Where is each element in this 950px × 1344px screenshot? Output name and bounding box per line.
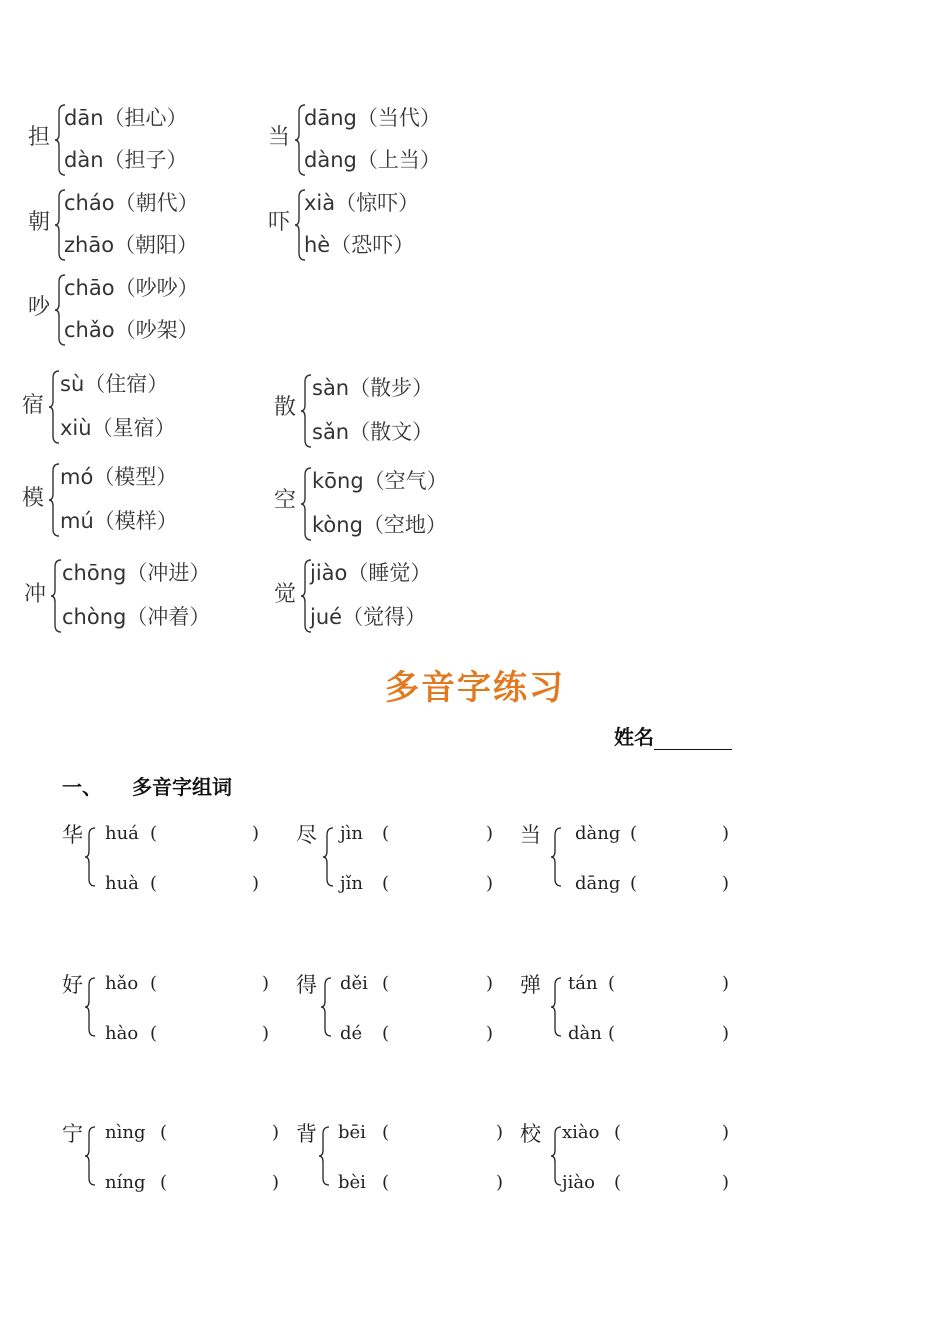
exercise-pinyin: bēi bbox=[338, 1122, 366, 1143]
reference-word: （散文） bbox=[349, 420, 434, 444]
answer-blank-open[interactable]: ( bbox=[150, 973, 158, 994]
reference-line bbox=[64, 276, 199, 300]
brace-wrapper bbox=[50, 559, 62, 637]
answer-blank-close[interactable]: ) bbox=[262, 973, 270, 994]
reference-word: （冲着） bbox=[126, 605, 211, 629]
reference-word: （散步） bbox=[349, 376, 434, 400]
exercise-pinyin: dàn bbox=[568, 1023, 602, 1044]
answer-blank-open[interactable]: ( bbox=[150, 873, 158, 894]
reference-line bbox=[60, 465, 177, 489]
exercise-char: 华 bbox=[62, 823, 83, 847]
exercise-pinyin: huá bbox=[105, 823, 139, 844]
reference-pinyin: chǎo bbox=[64, 318, 115, 342]
reference-word: （空地） bbox=[362, 513, 447, 537]
reference-line bbox=[64, 318, 199, 342]
answer-blank-close[interactable]: ) bbox=[496, 1122, 504, 1143]
exercise-item bbox=[296, 1122, 526, 1202]
answer-blank-open[interactable]: ( bbox=[608, 973, 616, 994]
brace bbox=[320, 977, 332, 1037]
exercise-item bbox=[62, 1122, 292, 1202]
reference-pinyin: chāo bbox=[64, 276, 115, 300]
answer-blank-close[interactable]: ) bbox=[272, 1122, 280, 1143]
brace-wrapper bbox=[322, 827, 334, 891]
exercise-pinyin: dàng bbox=[575, 823, 621, 844]
exercise-item bbox=[62, 823, 292, 903]
answer-blank-close[interactable]: ) bbox=[722, 973, 730, 994]
answer-blank-close[interactable]: ) bbox=[722, 823, 730, 844]
reference-line bbox=[312, 469, 448, 493]
reference-pinyin: mú bbox=[60, 509, 94, 533]
reference-char: 担 bbox=[28, 125, 51, 150]
answer-blank-close[interactable]: ) bbox=[252, 873, 260, 894]
name-label: 姓名 bbox=[614, 725, 654, 749]
exercise-pinyin: dāng bbox=[575, 873, 621, 894]
reference-char: 模 bbox=[22, 486, 45, 511]
exercise-pinyin: nìng bbox=[105, 1122, 146, 1143]
reference-line bbox=[304, 233, 414, 257]
reference-word: （吵吵） bbox=[114, 276, 199, 300]
reference-char: 吵 bbox=[28, 295, 51, 320]
brace bbox=[84, 977, 96, 1037]
exercise-item bbox=[62, 973, 292, 1053]
answer-blank-close[interactable]: ) bbox=[722, 873, 730, 894]
reference-line bbox=[64, 148, 188, 172]
reference-word: （朝代） bbox=[114, 191, 199, 215]
reference-char: 当 bbox=[268, 125, 291, 150]
answer-blank-open[interactable]: ( bbox=[630, 873, 638, 894]
reference-pinyin: sǎn bbox=[312, 420, 350, 444]
answer-blank-close[interactable]: ) bbox=[496, 1172, 504, 1193]
reference-char: 觉 bbox=[274, 582, 297, 607]
brace bbox=[550, 827, 562, 887]
brace bbox=[84, 827, 96, 887]
brace-wrapper bbox=[318, 1126, 330, 1190]
answer-blank-open[interactable]: ( bbox=[160, 1172, 168, 1193]
reference-line bbox=[64, 106, 188, 130]
reference-pinyin: mó bbox=[60, 465, 94, 489]
answer-blank-open[interactable]: ( bbox=[382, 1122, 390, 1143]
reference-word: （模样） bbox=[93, 509, 178, 533]
answer-blank-close[interactable]: ) bbox=[272, 1172, 280, 1193]
reference-word: （上当） bbox=[356, 148, 441, 172]
answer-blank-close[interactable]: ) bbox=[486, 823, 494, 844]
section-number: 一、 bbox=[62, 775, 102, 799]
exercise-pinyin: děi bbox=[340, 973, 368, 994]
reference-pinyin: cháo bbox=[64, 191, 115, 215]
reference-word: （吵架） bbox=[114, 318, 199, 342]
reference-line bbox=[312, 376, 433, 400]
reference-char: 朝 bbox=[28, 210, 51, 235]
reference-line bbox=[60, 509, 178, 533]
reference-pinyin: dàn bbox=[64, 148, 104, 172]
answer-blank-open[interactable]: ( bbox=[382, 873, 390, 894]
reference-pinyin: dān bbox=[64, 106, 104, 130]
exercise-item bbox=[520, 973, 750, 1053]
reference-pinyin: dàng bbox=[304, 148, 357, 172]
reference-pinyin: jué bbox=[310, 605, 343, 629]
brace-wrapper bbox=[84, 827, 96, 891]
reference-pinyin: dāng bbox=[304, 106, 357, 130]
exercise-char: 弹 bbox=[520, 973, 541, 997]
reference-char: 散 bbox=[274, 395, 297, 420]
section-heading bbox=[62, 771, 232, 800]
reference-pinyin: sù bbox=[60, 372, 85, 396]
brace bbox=[84, 1126, 96, 1186]
brace bbox=[300, 467, 312, 541]
reference-line bbox=[64, 233, 198, 257]
exercise-pinyin: jǐn bbox=[340, 873, 363, 894]
answer-blank-close[interactable]: ) bbox=[486, 973, 494, 994]
reference-word: （恐吓） bbox=[330, 233, 415, 257]
exercise-pinyin: xiào bbox=[562, 1122, 600, 1143]
reference-line bbox=[304, 191, 419, 215]
exercise-item bbox=[296, 973, 526, 1053]
brace bbox=[48, 370, 60, 444]
reference-pinyin: kōng bbox=[312, 469, 364, 493]
answer-blank-close[interactable]: ) bbox=[722, 1122, 730, 1143]
reference-pinyin: chòng bbox=[62, 605, 127, 629]
reference-pinyin: sàn bbox=[312, 376, 350, 400]
answer-blank-open[interactable]: ( bbox=[630, 823, 638, 844]
brace-wrapper bbox=[48, 463, 60, 541]
brace-wrapper bbox=[300, 467, 312, 545]
exercise-pinyin: níng bbox=[105, 1172, 146, 1193]
exercise-char: 宁 bbox=[62, 1122, 83, 1146]
answer-blank-close[interactable]: ) bbox=[722, 1172, 730, 1193]
reference-line bbox=[310, 561, 431, 585]
answer-blank-close[interactable]: ) bbox=[262, 1023, 270, 1044]
exercise-pinyin: bèi bbox=[338, 1172, 366, 1193]
reference-line bbox=[310, 605, 426, 629]
exercise-item bbox=[296, 823, 526, 903]
answer-blank-close[interactable]: ) bbox=[252, 823, 260, 844]
reference-line bbox=[60, 416, 176, 440]
reference-line bbox=[312, 420, 433, 444]
reference-char: 宿 bbox=[22, 393, 45, 418]
reference-line bbox=[62, 561, 210, 585]
answer-blank-open[interactable]: ( bbox=[382, 973, 390, 994]
exercise-char: 校 bbox=[520, 1122, 541, 1146]
reference-word: （住宿） bbox=[84, 372, 169, 396]
answer-blank-close[interactable]: ) bbox=[486, 873, 494, 894]
reference-pinyin: zhāo bbox=[64, 233, 115, 257]
name-field[interactable] bbox=[614, 721, 732, 750]
answer-blank-close[interactable]: ) bbox=[722, 1023, 730, 1044]
reference-word: （担心） bbox=[103, 106, 188, 130]
answer-blank-open[interactable]: ( bbox=[608, 1023, 616, 1044]
brace-wrapper bbox=[320, 977, 332, 1041]
exercise-pinyin: jiào bbox=[562, 1172, 595, 1193]
reference-word: （空气） bbox=[363, 469, 448, 493]
brace bbox=[550, 1126, 562, 1186]
answer-blank-open[interactable]: ( bbox=[614, 1122, 622, 1143]
answer-blank-open[interactable]: ( bbox=[614, 1172, 622, 1193]
reference-line bbox=[60, 372, 168, 396]
reference-word: （星宿） bbox=[91, 416, 176, 440]
reference-word: （冲进） bbox=[126, 561, 211, 585]
brace bbox=[322, 827, 334, 887]
exercise-char: 背 bbox=[296, 1122, 317, 1146]
exercise-pinyin: tán bbox=[568, 973, 598, 994]
reference-line bbox=[64, 191, 199, 215]
answer-blank-close[interactable]: ) bbox=[486, 1023, 494, 1044]
exercise-char: 好 bbox=[62, 973, 83, 997]
reference-pinyin: hè bbox=[304, 233, 331, 257]
brace-wrapper bbox=[550, 1126, 562, 1190]
reference-line bbox=[304, 148, 441, 172]
reference-pinyin: chōng bbox=[62, 561, 127, 585]
brace bbox=[50, 559, 62, 633]
reference-char: 冲 bbox=[24, 582, 47, 607]
reference-word: （睡觉） bbox=[347, 561, 432, 585]
reference-word: （担子） bbox=[103, 148, 188, 172]
exercise-char: 得 bbox=[296, 973, 317, 997]
reference-pinyin: kòng bbox=[312, 513, 363, 537]
brace bbox=[550, 977, 562, 1037]
reference-word: （朝阳） bbox=[114, 233, 199, 257]
reference-line bbox=[304, 106, 441, 130]
exercise-item bbox=[520, 1122, 750, 1202]
brace-wrapper bbox=[84, 977, 96, 1041]
exercise-pinyin: huà bbox=[105, 873, 139, 894]
brace-wrapper bbox=[550, 827, 562, 891]
answer-blank-open[interactable]: ( bbox=[150, 1023, 158, 1044]
reference-pinyin: xià bbox=[304, 191, 336, 215]
brace-wrapper bbox=[300, 374, 312, 452]
exercise-char: 尽 bbox=[296, 823, 317, 847]
answer-blank-open[interactable]: ( bbox=[382, 823, 390, 844]
worksheet-title: 多音字练习 bbox=[385, 668, 565, 708]
exercise-pinyin: jìn bbox=[340, 823, 363, 844]
brace-wrapper bbox=[84, 1126, 96, 1190]
brace bbox=[300, 374, 312, 448]
brace bbox=[318, 1126, 330, 1186]
reference-word: （觉得） bbox=[342, 605, 427, 629]
name-blank[interactable] bbox=[654, 729, 732, 750]
brace-wrapper bbox=[550, 977, 562, 1041]
brace-wrapper bbox=[48, 370, 60, 448]
reference-pinyin: jiào bbox=[310, 561, 348, 585]
reference-word: （当代） bbox=[356, 106, 441, 130]
exercise-pinyin: hào bbox=[105, 1023, 139, 1044]
exercise-pinyin: hǎo bbox=[105, 973, 139, 994]
reference-line bbox=[62, 605, 210, 629]
exercise-pinyin: dé bbox=[340, 1023, 363, 1044]
answer-blank-open[interactable]: ( bbox=[382, 1023, 390, 1044]
answer-blank-open[interactable]: ( bbox=[160, 1122, 168, 1143]
reference-line bbox=[312, 513, 447, 537]
reference-word: （模型） bbox=[93, 465, 178, 489]
reference-word: （惊吓） bbox=[335, 191, 420, 215]
exercise-char: 当 bbox=[520, 823, 541, 847]
reference-char: 吓 bbox=[268, 210, 291, 235]
section-label: 多音字组词 bbox=[132, 775, 232, 799]
answer-blank-open[interactable]: ( bbox=[382, 1172, 390, 1193]
exercise-item bbox=[520, 823, 750, 903]
reference-pinyin: xiù bbox=[60, 416, 92, 440]
answer-blank-open[interactable]: ( bbox=[150, 823, 158, 844]
reference-char: 空 bbox=[274, 488, 297, 513]
brace bbox=[48, 463, 60, 537]
